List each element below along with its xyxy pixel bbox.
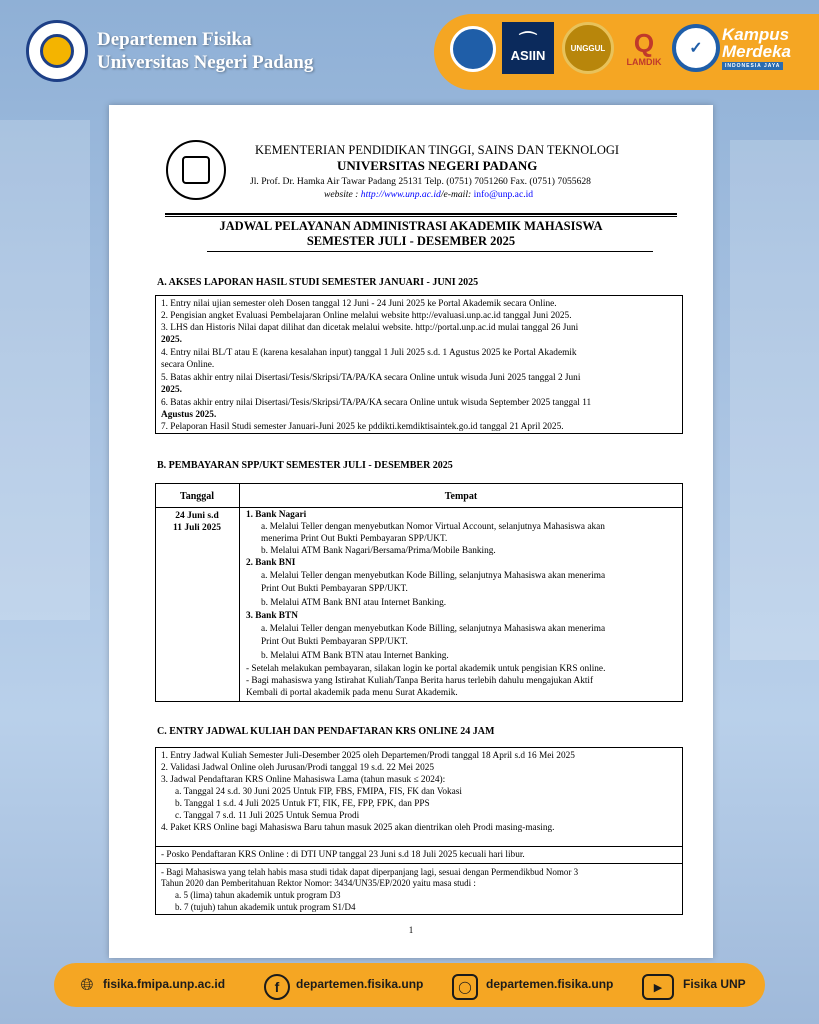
a-item: 2025.	[161, 335, 182, 345]
department-title-line2: Universitas Negeri Padang	[97, 52, 314, 73]
c-note: Tahun 2020 dan Pemberitahuan Rektor Nomor: 3434/UN35/EP/2020 yaitu masa studi :	[161, 878, 476, 888]
ministry-name: KEMENTERIAN PENDIDIKAN TINGGI, SAINS DAN TEKNOLOGI	[255, 143, 620, 157]
a-item: 6. Batas akhir entry nilai Disertasi/Tesis/Skripsi/TA/PA/KA secara Online untuk wisuda September 2025 tanggal 11	[161, 398, 592, 408]
unggul-badge	[562, 22, 614, 74]
section-c-rule	[155, 846, 683, 847]
document-title-line2: SEMESTER JULI - DESEMBER 2025	[306, 234, 516, 248]
b-item: a. Melalui Teller dengan menyebutkan Nomor Virtual Account, selanjutnya Mahasiswa akan	[261, 522, 605, 532]
posko-note: - Posko Pendaftaran KRS Online : di DTI UNP tanggal 23 Juni s.d 18 Juli 2025 kecuali hari libur.	[161, 850, 525, 860]
c-note: b. 7 (tujuh) tahun akademik untuk program S1/D4	[175, 902, 356, 912]
b-item: 2. Bank BNI	[246, 558, 296, 568]
title-underline	[207, 251, 653, 252]
background-shape	[0, 120, 90, 620]
b-item: b. Melalui ATM Bank BNI atau Internet Banking.	[261, 598, 447, 608]
table-column-rule	[239, 483, 240, 702]
c-note: a. 5 (lima) tahun akademik untuk program D3	[175, 890, 341, 900]
facebook-contact[interactable]: departemen.fisika.unp	[296, 977, 424, 991]
website-label: website :	[324, 189, 361, 200]
background-shape	[730, 140, 819, 660]
unp-logo	[26, 20, 88, 82]
b-item: 3. Bank BTN	[246, 611, 298, 621]
department-title-line1: Departemen Fisika	[97, 29, 252, 50]
c-item: a. Tanggal 24 s.d. 30 Juni 2025 Untuk FIP, FBS, FMIPA, FIS, FK dan Vokasi	[175, 787, 462, 797]
b-item: Print Out Bukti Pembayaran SPP/UKT.	[261, 637, 408, 647]
email-label: /e-mail:	[440, 189, 474, 200]
b-item: 1. Bank Nagari	[246, 510, 307, 520]
department-title	[97, 28, 313, 74]
b-item: - Bagi mahasiswa yang Istirahat Kuliah/Tanpa Berita harus terlebih dahulu mengajukan Aktif	[246, 676, 594, 686]
instagram-contact[interactable]: departemen.fisika.unp	[486, 977, 614, 991]
lamdik-logo: Q LAMDIK	[626, 28, 662, 67]
a-item: 5. Batas akhir entry nilai Disertasi/Tesis/Skripsi/TA/PA/KA secara Online untuk wisuda Juni 2025 tanggal 2 Juni	[161, 373, 581, 383]
lamdik-label: LAMDIK	[626, 57, 662, 67]
table-header-rule	[155, 507, 683, 508]
tut-wuri-handayani-logo	[166, 140, 226, 200]
unggul-label: UNGGUL	[570, 43, 606, 53]
website-link[interactable]: http://www.unp.ac.id	[360, 189, 441, 200]
section-c-rule	[155, 863, 683, 864]
a-item: 1. Entry nilai ujian semester oleh Dosen tanggal 12 Juni - 24 Juni 2025 ke Portal Akademik secara Online.	[161, 299, 557, 309]
asiin-label: ASIIN	[510, 47, 546, 63]
asiin-logo: ⌒ ASIIN	[502, 22, 554, 74]
b-item: b. Melalui ATM Bank BTN atau Internet Banking.	[261, 651, 449, 661]
document-page	[109, 105, 713, 958]
b-item: b. Melalui ATM Bank Nagari/Bersama/Prima/Mobile Banking.	[261, 546, 496, 556]
website-contact[interactable]: fisika.fmipa.unp.ac.id	[103, 977, 226, 991]
a-item: 2025.	[161, 385, 182, 395]
certification-logo: ✓	[672, 24, 720, 72]
c-item: 3. Jadwal Pendaftaran KRS Online Mahasiswa Lama (tahun masuk ≤ 2024):	[161, 775, 446, 785]
b-item: a. Melalui Teller dengan menyebutkan Kode Billing, selanjutnya Mahasiswa akan menerima	[261, 624, 606, 634]
document-title-line1: JADWAL PELAYANAN ADMINISTRASI AKADEMIK MAHASISWA	[219, 219, 603, 233]
page-number: 1	[408, 925, 414, 935]
a-item: 2. Pengisian angket Evaluasi Pembelajaran Online melalui website http://evaluasi.unp.ac.id tanggal Juni 2025.	[161, 311, 572, 321]
section-c-heading: C. ENTRY JADWAL KULIAH DAN PENDAFTARAN KRS ONLINE 24 JAM	[157, 726, 495, 737]
a-item: Agustus 2025.	[161, 410, 217, 420]
section-a-heading: A. AKSES LAPORAN HASIL STUDI SEMESTER JANUARI - JUNI 2025	[157, 277, 479, 288]
youtube-contact[interactable]: Fisika UNP	[683, 977, 746, 991]
c-item: b. Tanggal 1 s.d. 4 Juli 2025 Untuk FT, FIK, FE, FPP, FPK, dan PPS	[175, 799, 430, 809]
instagram-icon: ◯	[452, 974, 478, 1000]
column-header-tempat: Tempat	[444, 491, 478, 502]
column-header-tanggal: Tanggal	[179, 491, 215, 502]
letterhead-rule	[165, 213, 677, 215]
km-line1: Kampus	[722, 25, 790, 44]
b-item: a. Melalui Teller dengan menyebutkan Kode Billing, selanjutnya Mahasiswa akan menerima	[261, 571, 606, 581]
a-item: secara Online.	[161, 360, 215, 370]
youtube-icon: ▶	[642, 974, 674, 1000]
a-item: 4. Entry nilai BL/T atau E (karena kesalahan input) tanggal 1 Juli 2025 s.d. 1 Agustus 2025 ke Portal Akademik	[161, 348, 577, 358]
kampus-merdeka-logo	[722, 20, 814, 76]
facebook-icon: f	[264, 974, 290, 1000]
b-item: Print Out Bukti Pembayaran SPP/UKT.	[261, 584, 408, 594]
university-name: UNIVERSITAS NEGERI PADANG	[337, 158, 538, 173]
a-item: 7. Pelaporan Hasil Studi semester Januari-Juni 2025 ke pddikti.kemdiktisaintek.go.id tanggal 21 April 2025.	[161, 422, 564, 432]
letterhead-contact	[324, 189, 533, 200]
b-item: - Setelah melakukan pembayaran, silakan login ke portal akademik untuk pengisian KRS online.	[246, 664, 606, 674]
c-item: 1. Entry Jadwal Kuliah Semester Juli-Desember 2025 oleh Departemen/Prodi tanggal 18 April s.d 16 Mei 2025	[161, 751, 575, 761]
letterhead-address: Jl. Prof. Dr. Hamka Air Tawar Padang 25131 Telp. (0751) 7051260 Fax. (0751) 7055628	[250, 176, 591, 187]
km-line2: Merdeka	[722, 42, 791, 61]
section-b-heading: B. PEMBAYARAN SPP/UKT SEMESTER JULI - DESEMBER 2025	[157, 460, 453, 471]
kemdikbud-logo	[450, 26, 496, 72]
c-item: 4. Paket KRS Online bagi Mahasiswa Baru tahun masuk 2025 akan dientrikan oleh Prodi masing-masing.	[161, 823, 555, 833]
globe-icon: 🌐︎	[80, 975, 94, 994]
c-item: 2. Validasi Jadwal Online oleh Jurusan/Prodi tanggal 19 s.d. 22 Mei 2025	[161, 763, 435, 773]
c-note: - Bagi Mahasiswa yang telah habis masa studi tidak dapat diperpanjang lagi, sesuai dengan Permendikbud Nomor 3	[161, 867, 579, 877]
email-link[interactable]: info@unp.ac.id	[473, 189, 534, 200]
a-item: 3. LHS dan Historis Nilai dapat dilihat dan dicetak melalui website. http://portal.unp.ac.id mulai tanggal 26 Juni	[161, 323, 579, 333]
payment-date-start: 24 Juni s.d	[175, 511, 219, 521]
km-line3: INDONESIA JAYA	[722, 62, 783, 70]
letterhead-rule-thin	[165, 216, 677, 217]
c-item: c. Tanggal 7 s.d. 11 Juli 2025 Untuk Semua Prodi	[175, 811, 360, 821]
b-item: menerima Print Out Bukti Pembayaran SPP/UKT.	[261, 534, 448, 544]
b-item: Kembali di portal akademik pada menu Surat Akademik.	[246, 688, 458, 698]
payment-date-end: 11 Juli 2025	[172, 523, 222, 533]
